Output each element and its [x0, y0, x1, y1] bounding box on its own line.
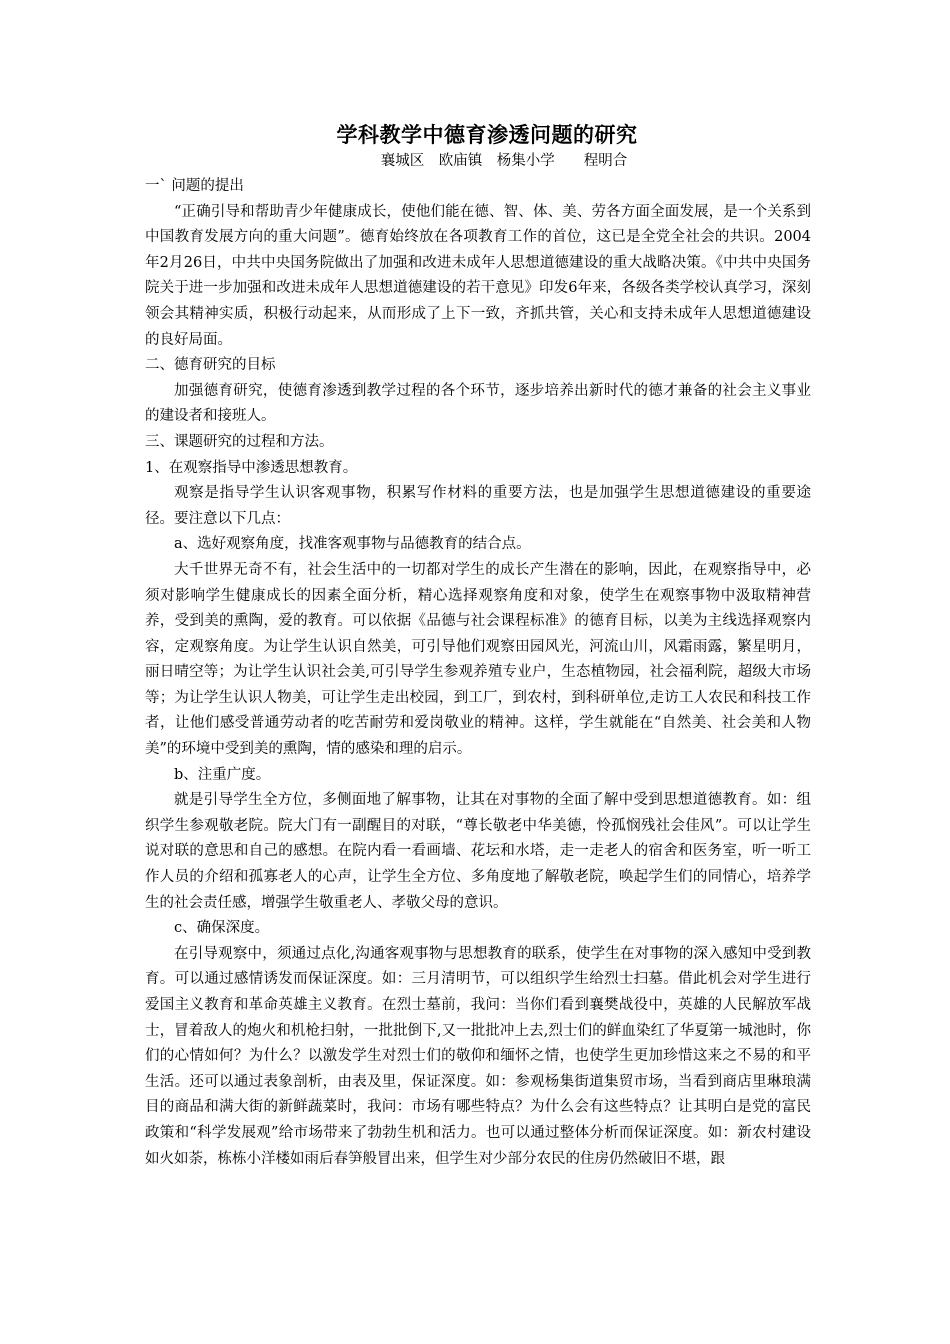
- subsection-heading: c、确保深度。: [174, 920, 270, 937]
- document-title: 学科教学中德育渗透问题的研究: [336, 122, 638, 147]
- body-paragraph: 就是引导学生全方位，多侧面地了解事物，让其在对事物的全面了解中受到思想道德教育。如：组织学生参观敬老院。院大门有一副醒目的对联，“尊长敬老中华美德，怜孤悯残社会佳风”。可以让学生说对联的意思和自己的感想。在院内看一看画墙、花坛和水塔，走一走老人的宿舍和医务室，听一听工作人员的介绍和孤寡老人的心声，让学生全方位、多角度地了解敬老院，唤起学生们的同情心，培养学生的社会责任感，增强学生敬重老人、孝敬父母的意识。: [145, 792, 811, 911]
- section-heading: 三、课题研究的过程和方法。: [145, 433, 334, 450]
- subsection-heading: b、注重广度。: [174, 766, 271, 783]
- body-paragraph: “正确引导和帮助青少年健康成长，使他们能在德、智、体、美、劳各方面全面发展，是一个关系到中国教育发展方向的重大问题”。德育始终放在各项教育工作的首位，这已是全党全社会的共识。2004年2月26日，中共中央国务院做出了加强和改进未成年人思想道德建设的重大战略决策。《中共中央国务院关于进一步加强和改进未成年人思想道德建设的若干意见》印发6年来，各级各类学校认真学习，深刻领会其精神实质，积极行动起来，从而形成了上下一致，齐抓共管，关心和支持未成年人思想道德建设的良好局面。: [145, 203, 811, 348]
- section-heading: 一` 问题的提出: [145, 178, 244, 194]
- body-paragraph: 加强德育研究，使德育渗透到教学过程的各个环节，逐步培养出新时代的德才兼备的社会主义事业的建设者和接班人。: [145, 382, 811, 425]
- author-byline: 襄城区 欧庙镇 杨集小学 程明合: [380, 153, 628, 169]
- subsection-heading: a、选好观察角度，找准客观事物与品德教育的结合点。: [174, 536, 531, 553]
- document-page: [145, 120, 811, 1172]
- document-body: [145, 174, 811, 1172]
- body-paragraph: 大千世界无奇不有，社会生活中的一切都对学生的成长产生潜在的影响，因此，在观察指导中，必须对影响学生健康成长的因素全面分析，精心选择观察角度和对象，使学生在观察事物中汲取精神营养，受到美的熏陶，爱的教育。可以依据《品德与社会课程标准》的德育目标，以美为主线选择观察内容，定观察角度。为让学生认识自然美，可引导他们观察田园风光，河流山川，风霜雨露，繁星明月，丽日晴空等；为让学生认识社会美,可引导学生参观养殖专业户，生态植物园，社会福利院，超级大市场等；为让学生认识人物美，可让学生走出校园，到工厂，到农村，到科研单位,走访工人农民和科技工作者，让他们感受普通劳动者的吃苦耐劳和爱岗敬业的精神。这样，学生就能在“自然美、社会美和人物美”的环境中受到美的熏陶，情的感染和理的启示。: [145, 561, 811, 758]
- body-paragraph: 在引导观察中，须通过点化,沟通客观事物与思想教育的联系，使学生在对事物的深入感知中受到教育。可以通过感情诱发而保证深度。如：三月清明节，可以组织学生给烈士扫墓。借此机会对学生进行爱国主义教育和革命英雄主义教育。在烈士墓前，我问：当你们看到襄樊战役中，英雄的人民解放军战士，冒着敌人的炮火和机枪扫射，一批批倒下,又一批批冲上去,烈士们的鲜血染红了华夏第一城池时，你们的心情如何？为什么？以激发学生对烈士们的敬仰和缅怀之情，也使学生更加珍惜这来之不易的和平生活。还可以通过表象剖析，由表及里，保证深度。如：参观杨集街道集贸市场，当看到商店里琳琅满目的商品和满大街的新鲜蔬菜时，我问：市场有哪些特点？为什么会有这些特点？让其明白是党的富民政策和“科学发展观”给市场带来了勃勃生机和活力。也可以通过整体分析而保证深度。如：新农村建设如火如荼，栋栋小洋楼如雨后春笋般冒出来，但学生对少部分农民的住房仍然破旧不堪，跟: [145, 945, 811, 1167]
- body-paragraph: 观察是指导学生认识客观事物，积累写作材料的重要方法，也是加强学生思想道德建设的重要途径。要注意以下几点：: [145, 485, 811, 527]
- section-heading: 二、德育研究的目标: [145, 357, 276, 374]
- section-heading: 1、在观察指导中渗透思想教育。: [145, 459, 358, 476]
